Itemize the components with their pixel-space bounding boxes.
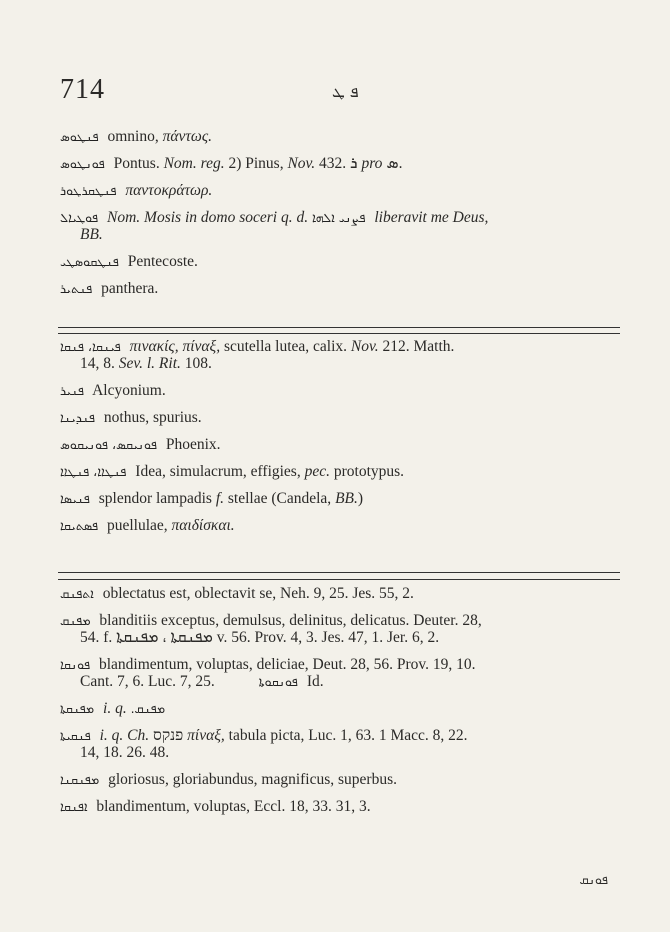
dictionary-entry bbox=[60, 727, 620, 761]
definition: Alcyonium. bbox=[92, 382, 166, 399]
dictionary-entry bbox=[60, 253, 620, 270]
dictionary-entry bbox=[60, 128, 620, 145]
syriac-headword: ܐܬܦܢܩ bbox=[60, 586, 94, 601]
syriac-headword: ܦܘܢܛܘܣ bbox=[60, 156, 105, 171]
catchword: ܦܘܢܩ bbox=[579, 872, 608, 887]
dictionary-entry bbox=[60, 182, 620, 199]
hebrew-gloss: פנקס bbox=[149, 727, 188, 744]
definition: gloriosus, gloriabundus, magnificus, superbus. bbox=[108, 771, 398, 788]
definition: ܣ. bbox=[382, 155, 403, 172]
definition: puellulae, bbox=[106, 517, 172, 534]
definition: Pentecoste. bbox=[127, 253, 198, 270]
section-divider bbox=[58, 572, 620, 573]
syriac-headword: ܦܢܝܪ bbox=[60, 383, 85, 398]
section-divider bbox=[58, 327, 620, 328]
dictionary-entry bbox=[60, 798, 620, 815]
definition: Pontus. bbox=[113, 155, 164, 172]
dictionary-entry bbox=[60, 338, 620, 372]
note: pro bbox=[361, 155, 383, 172]
syriac-headword: ܦܢܕܝܢܐ bbox=[60, 410, 96, 425]
page-number: 714 bbox=[60, 74, 105, 105]
dictionary-entry bbox=[60, 436, 620, 453]
syriac-headword: ܦܘܢܝܩܣ، ܦܘܢܝܩܘܣ bbox=[60, 437, 157, 452]
note: pec. bbox=[304, 463, 330, 480]
definition: panthera. bbox=[101, 280, 159, 297]
greek-gloss: πινακίς, πίναξ, bbox=[129, 338, 221, 355]
running-head: ܦ ܛ bbox=[332, 82, 359, 101]
syriac-cross-ref: ܡܦܢܩ. bbox=[130, 701, 166, 716]
entries-section-3 bbox=[60, 585, 620, 825]
source-ref: Sev. l. Rit. bbox=[118, 355, 181, 372]
definition: blandimentum, voluptas, Eccl. 18, 33. 31, 3. bbox=[96, 798, 371, 815]
dictionary-entry bbox=[60, 700, 620, 717]
dictionary-entry bbox=[60, 382, 620, 399]
syriac-headword: ܡܦܢܩܬܐ bbox=[60, 701, 95, 716]
syriac-headword: ܦܣܬܝܩܐ bbox=[60, 518, 99, 533]
section-divider bbox=[58, 579, 620, 580]
definition: blanditiis exceptus, demulsus, delinitus, delicatus. Deuter. 28, bbox=[99, 612, 482, 629]
syriac-headword: ܡܦܢܩܢܐ bbox=[60, 772, 100, 787]
citation: 108. bbox=[180, 355, 212, 372]
definition: prototypus. bbox=[329, 463, 405, 480]
definition: stellae (Candela, bbox=[224, 490, 336, 507]
definition: Phoenix. bbox=[165, 436, 221, 453]
definition: 212. Matth. bbox=[378, 338, 455, 355]
definition: 432. ܪ bbox=[315, 155, 362, 172]
syriac-headword: ܦܘܢܩܐ bbox=[60, 657, 91, 672]
syriac-headword: ܦܝܢܩܐ، ܦܢܩܐ bbox=[60, 339, 121, 354]
source-ref: Nov. bbox=[350, 338, 379, 355]
dictionary-entry bbox=[60, 280, 620, 297]
definition: blandimentum, voluptas, deliciae, Deut. 28, 56. Prov. 19, 10. bbox=[99, 656, 476, 673]
greek-gloss: πίναξ, bbox=[187, 727, 225, 744]
citation: 14, 18. 26. 48. bbox=[80, 744, 170, 761]
definition: Nom. Mosis in domo soceri q. d. bbox=[107, 209, 309, 226]
definition: liberavit me Deus, bbox=[374, 209, 489, 226]
syriac-headword: ܦܢܛܩܪܛܘܪ bbox=[60, 183, 117, 198]
definition: ) bbox=[357, 490, 364, 507]
citation: 14, 8. bbox=[80, 355, 119, 372]
dictionary-entry bbox=[60, 490, 620, 507]
source-ref: BB. bbox=[335, 490, 358, 507]
dictionary-entry bbox=[60, 209, 620, 243]
dictionary-entry bbox=[60, 463, 620, 480]
syriac-headword: ܡܦܢܩ bbox=[60, 613, 91, 628]
note: f. bbox=[215, 490, 225, 507]
syriac-headword: ܦܢܬܝܪ bbox=[60, 281, 93, 296]
syriac-headword: ܦܢܛܩܘܣܛܝ bbox=[60, 254, 119, 269]
citation: 54. f. ܡܦܢܩܬܐ ، ܡܦܢܩܬܐ v. 56. Prov. 4, 3. Jes. 47, 1. Jer. 6, 2. bbox=[80, 629, 440, 646]
definition: splendor lampadis bbox=[98, 490, 216, 507]
syriac-headword: ܦܢܛܘܣ bbox=[60, 129, 99, 144]
syriac-headword: ܐܦܢܩܐ bbox=[60, 799, 88, 814]
greek-gloss: παντοκράτωρ. bbox=[125, 182, 213, 199]
source-ref: BB. bbox=[80, 226, 103, 243]
dictionary-entry bbox=[60, 409, 620, 426]
citation: Cant. 7, 6. Luc. 7, 25. bbox=[80, 673, 215, 690]
dictionary-entry bbox=[60, 771, 620, 788]
cross-ref-label: i. q. bbox=[103, 700, 127, 717]
syriac-phrase: ܦܨܢܝ ܐܠܗܐ bbox=[311, 210, 366, 225]
definition: omnino, bbox=[107, 128, 163, 145]
definition: oblectatus est, oblectavit se, Neh. 9, 25. Jes. 55, 2. bbox=[102, 585, 414, 602]
source-ref: Nom. reg. bbox=[163, 155, 225, 172]
definition: Idea, simulacrum, effigies, bbox=[135, 463, 305, 480]
dictionary-entry bbox=[60, 517, 620, 534]
syriac-headword: ܦܢܩܝܬܐ bbox=[60, 728, 91, 743]
section-divider bbox=[58, 333, 620, 334]
entries-section-1 bbox=[60, 128, 620, 307]
greek-gloss: παιδίσκαι. bbox=[171, 517, 235, 534]
greek-gloss: πάντως. bbox=[162, 128, 213, 145]
page-header bbox=[60, 74, 610, 114]
syriac-headword: ܦܢܝܣܐ bbox=[60, 491, 90, 506]
dictionary-entry bbox=[60, 656, 620, 690]
source-ref: Nov. bbox=[287, 155, 316, 172]
definition: tabula picta, Luc. 1, 63. 1 Macc. 8, 22. bbox=[224, 727, 468, 744]
syriac-derivative: ܦܘܢܩܘܬܐ bbox=[258, 674, 298, 689]
syriac-headword: ܦܘܛܝܐܠ bbox=[60, 210, 99, 225]
dictionary-entry bbox=[60, 585, 620, 602]
dictionary-entry bbox=[60, 155, 620, 172]
dictionary-entry bbox=[60, 612, 620, 646]
definition: nothus, spurius. bbox=[103, 409, 202, 426]
cross-ref-label: i. q. Ch. bbox=[99, 727, 150, 744]
definition: scutella lutea, calix. bbox=[220, 338, 351, 355]
definition: 2) Pinus, bbox=[224, 155, 288, 172]
definition: Id. bbox=[302, 673, 324, 690]
syriac-headword: ܦܢܛܐܐ، ܦܢܛܐܐ bbox=[60, 464, 127, 479]
entries-section-2 bbox=[60, 338, 620, 544]
